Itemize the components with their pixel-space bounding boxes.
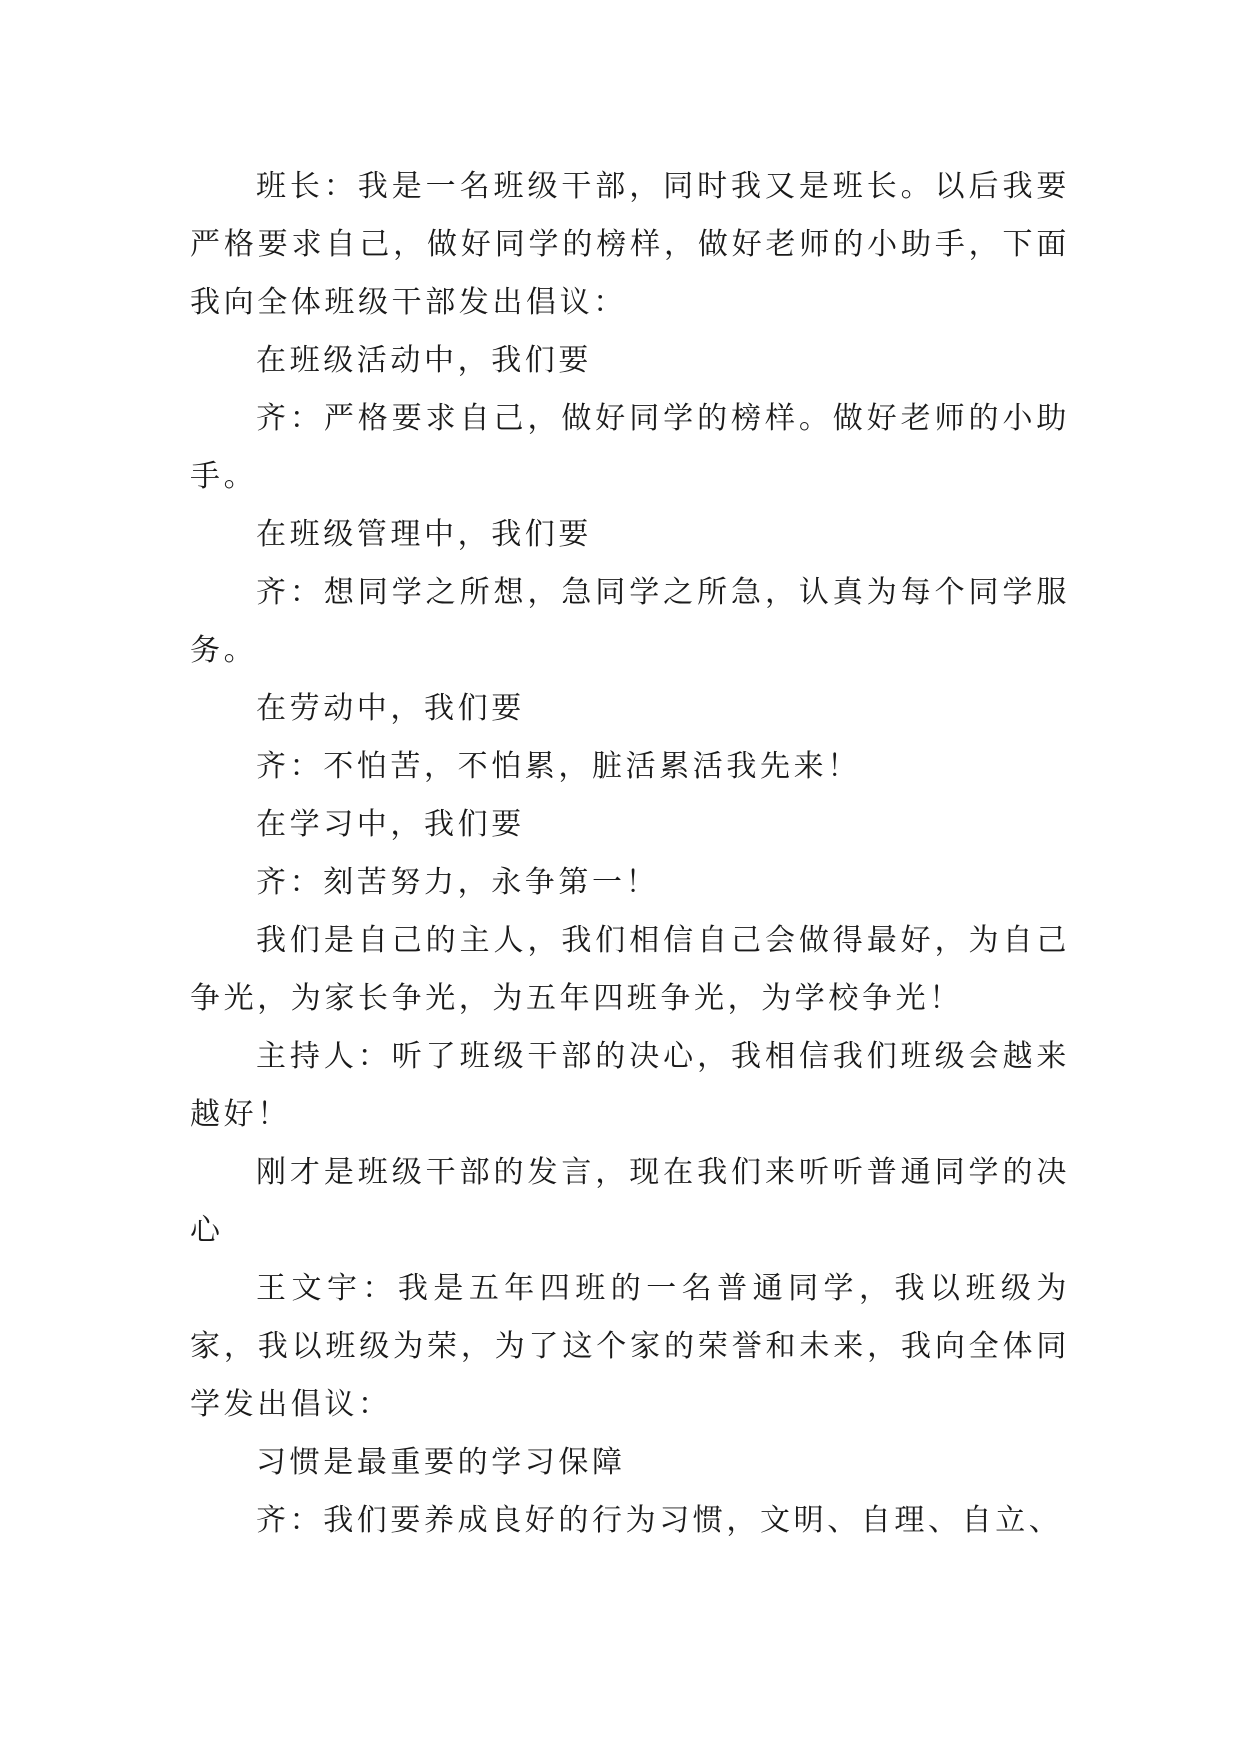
paragraph-chorus-3: 齐：不怕苦，不怕累，脏活累活我先来！ bbox=[256, 749, 861, 784]
paragraph-masters: 我们是自己的主人，我们相信自己会做得最好，为自己争光，为家长争光，为五年四班争光，为学校争光！ bbox=[190, 923, 1070, 1016]
paragraph-labor: 在劳动中，我们要 bbox=[256, 691, 525, 726]
paragraph-wang-wenyu: 王文宇：我是五年四班的一名普通同学，我以班级为家，我以班级为荣，为了这个家的荣誉和未来，我向全体同学发出倡议： bbox=[190, 1271, 1070, 1422]
paragraph-chorus-5: 齐：我们要养成良好的行为习惯，文明、自理、自立、 bbox=[256, 1503, 1063, 1538]
paragraph-chorus-4: 齐：刻苦努力，永争第一！ bbox=[256, 865, 660, 900]
paragraph-monitor-speech: 班长：我是一名班级干部，同时我又是班长。以后我要严格要求自己，做好同学的榜样，做好老师的小助手，下面我向全体班级干部发出倡议： bbox=[190, 169, 1070, 320]
paragraph-habits: 习惯是最重要的学习保障 bbox=[256, 1445, 626, 1480]
paragraph-class-activities: 在班级活动中，我们要 bbox=[256, 343, 592, 378]
paragraph-host: 主持人：听了班级干部的决心，我相信我们班级会越来越好！ bbox=[190, 1039, 1070, 1132]
paragraph-chorus-2: 齐：想同学之所想，急同学之所急，认真为每个同学服务。 bbox=[190, 575, 1070, 668]
paragraph-study: 在学习中，我们要 bbox=[256, 807, 525, 842]
paragraph-class-management: 在班级管理中，我们要 bbox=[256, 517, 592, 552]
paragraph-transition: 刚才是班级干部的发言，现在我们来听听普通同学的决心 bbox=[190, 1155, 1070, 1248]
document-body bbox=[190, 158, 1070, 1550]
paragraph-chorus-1: 齐：严格要求自己，做好同学的榜样。做好老师的小助手。 bbox=[190, 401, 1070, 494]
